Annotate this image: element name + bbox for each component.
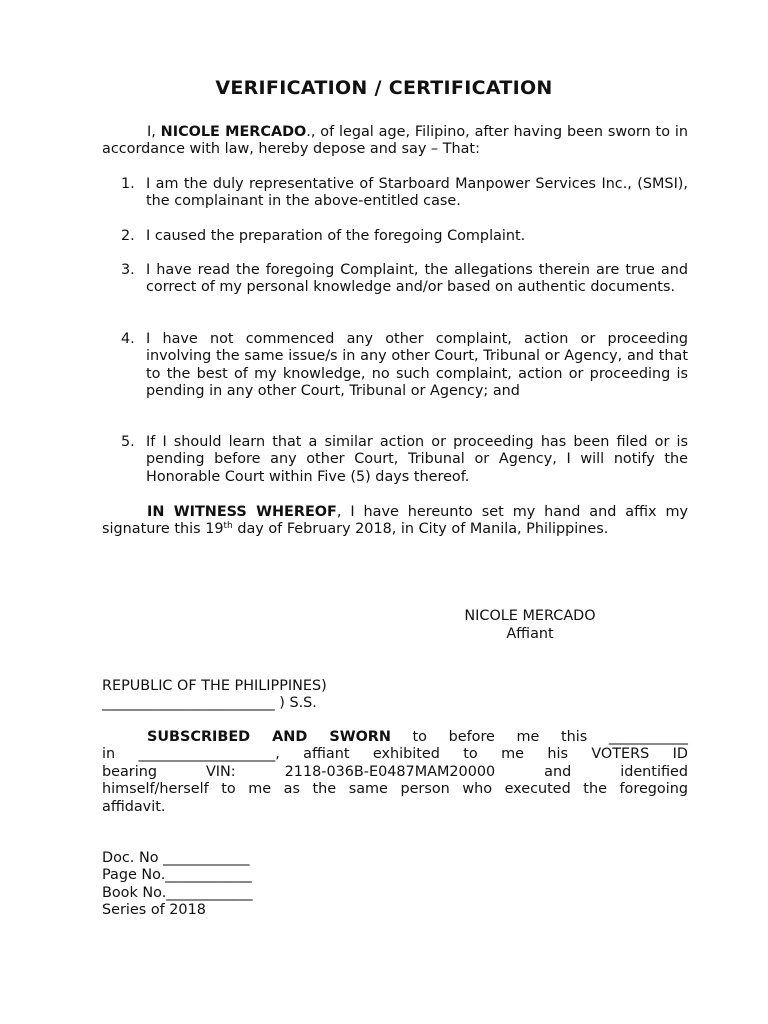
jurat-paragraph (102, 729, 688, 816)
jurat-line-1-rest: to before me this ___________ (390, 729, 688, 745)
list-item (121, 176, 688, 211)
venue-line-1 (102, 678, 327, 695)
jurat-line-3: bearing VIN: 2118-036B-E0487MAM20000 and identified (102, 763, 688, 780)
notary-doc-no: Doc. No ____________ (102, 850, 250, 866)
jurat-line-2: in ___________________, affiant exhibited to me his VOTERS ID (102, 746, 688, 763)
ordinal-suffix: th (223, 521, 233, 532)
list-number: 2. (121, 228, 135, 244)
venue-paren: ) (321, 678, 327, 694)
list-item (121, 434, 688, 486)
list-number: 1. (121, 176, 135, 192)
jurat-line-5: affidavit. (102, 798, 166, 815)
notary-page-no: Page No.____________ (102, 867, 252, 883)
notary-book-no: Book No.____________ (102, 885, 253, 901)
signature-name: NICOLE MERCADO (464, 608, 596, 624)
intro-prefix: I, (147, 124, 161, 140)
intro-suffix: ., of legal age, Filipino, after having been sworn to in accordance with law, hereby depose and say – That: (102, 124, 688, 158)
list-text: If I should learn that a similar action or proceeding has been filed or is pending before any other Court, Tribunal or Agency, I will notify the Honorable Court within Five (5) days thereof. (146, 434, 688, 485)
jurat-lead: SUBSCRIBED AND SWORN (147, 729, 391, 745)
list-item (121, 331, 688, 401)
list-number: 4. (121, 331, 135, 347)
list-item (121, 262, 688, 297)
list-number: 5. (121, 434, 135, 450)
list-text: I caused the preparation of the foregoing Complaint. (146, 228, 526, 244)
affiant-name-inline: NICOLE MERCADO (160, 124, 307, 140)
list-item (121, 228, 688, 245)
list-number: 3. (121, 262, 135, 278)
witness-text-1: , I have hereunto set my hand and affix my signature this 19 (102, 504, 688, 538)
witness-lead: IN WITNESS WHEREOF (147, 504, 337, 520)
document-title: VERIFICATION / CERTIFICATION (215, 77, 553, 99)
intro-paragraph (102, 124, 688, 159)
list-text: I have read the foregoing Complaint, the allegations therein are true and correct of my personal knowledge and/or based on authentic documents. (146, 262, 688, 296)
witness-text-2: day of February 2018, in City of Manila, Philippines. (232, 521, 609, 538)
venue-line-2: ________________________ ) S.S. (102, 695, 317, 711)
signature-role: Affiant (506, 626, 554, 642)
list-text: I have not commenced any other complaint, action or proceeding involving the same issue/s in any other Court, Tribunal or Agency, and that to the best of my knowledge, no such complaint, action or proceeding is pending in any other Court, Tribunal or Agency; and (146, 331, 688, 400)
notary-series: Series of 2018 (102, 902, 206, 918)
venue-country: REPUBLIC OF THE PHILIPPINES (102, 678, 322, 694)
list-text: I am the duly representative of Starboard Manpower Services Inc., (SMSI), the complainant in the above-entitled case. (146, 176, 688, 210)
witness-paragraph (102, 504, 688, 539)
jurat-line-1 (102, 729, 688, 746)
jurat-line-4: himself/herself to me as the same person who executed the foregoing (102, 781, 688, 798)
